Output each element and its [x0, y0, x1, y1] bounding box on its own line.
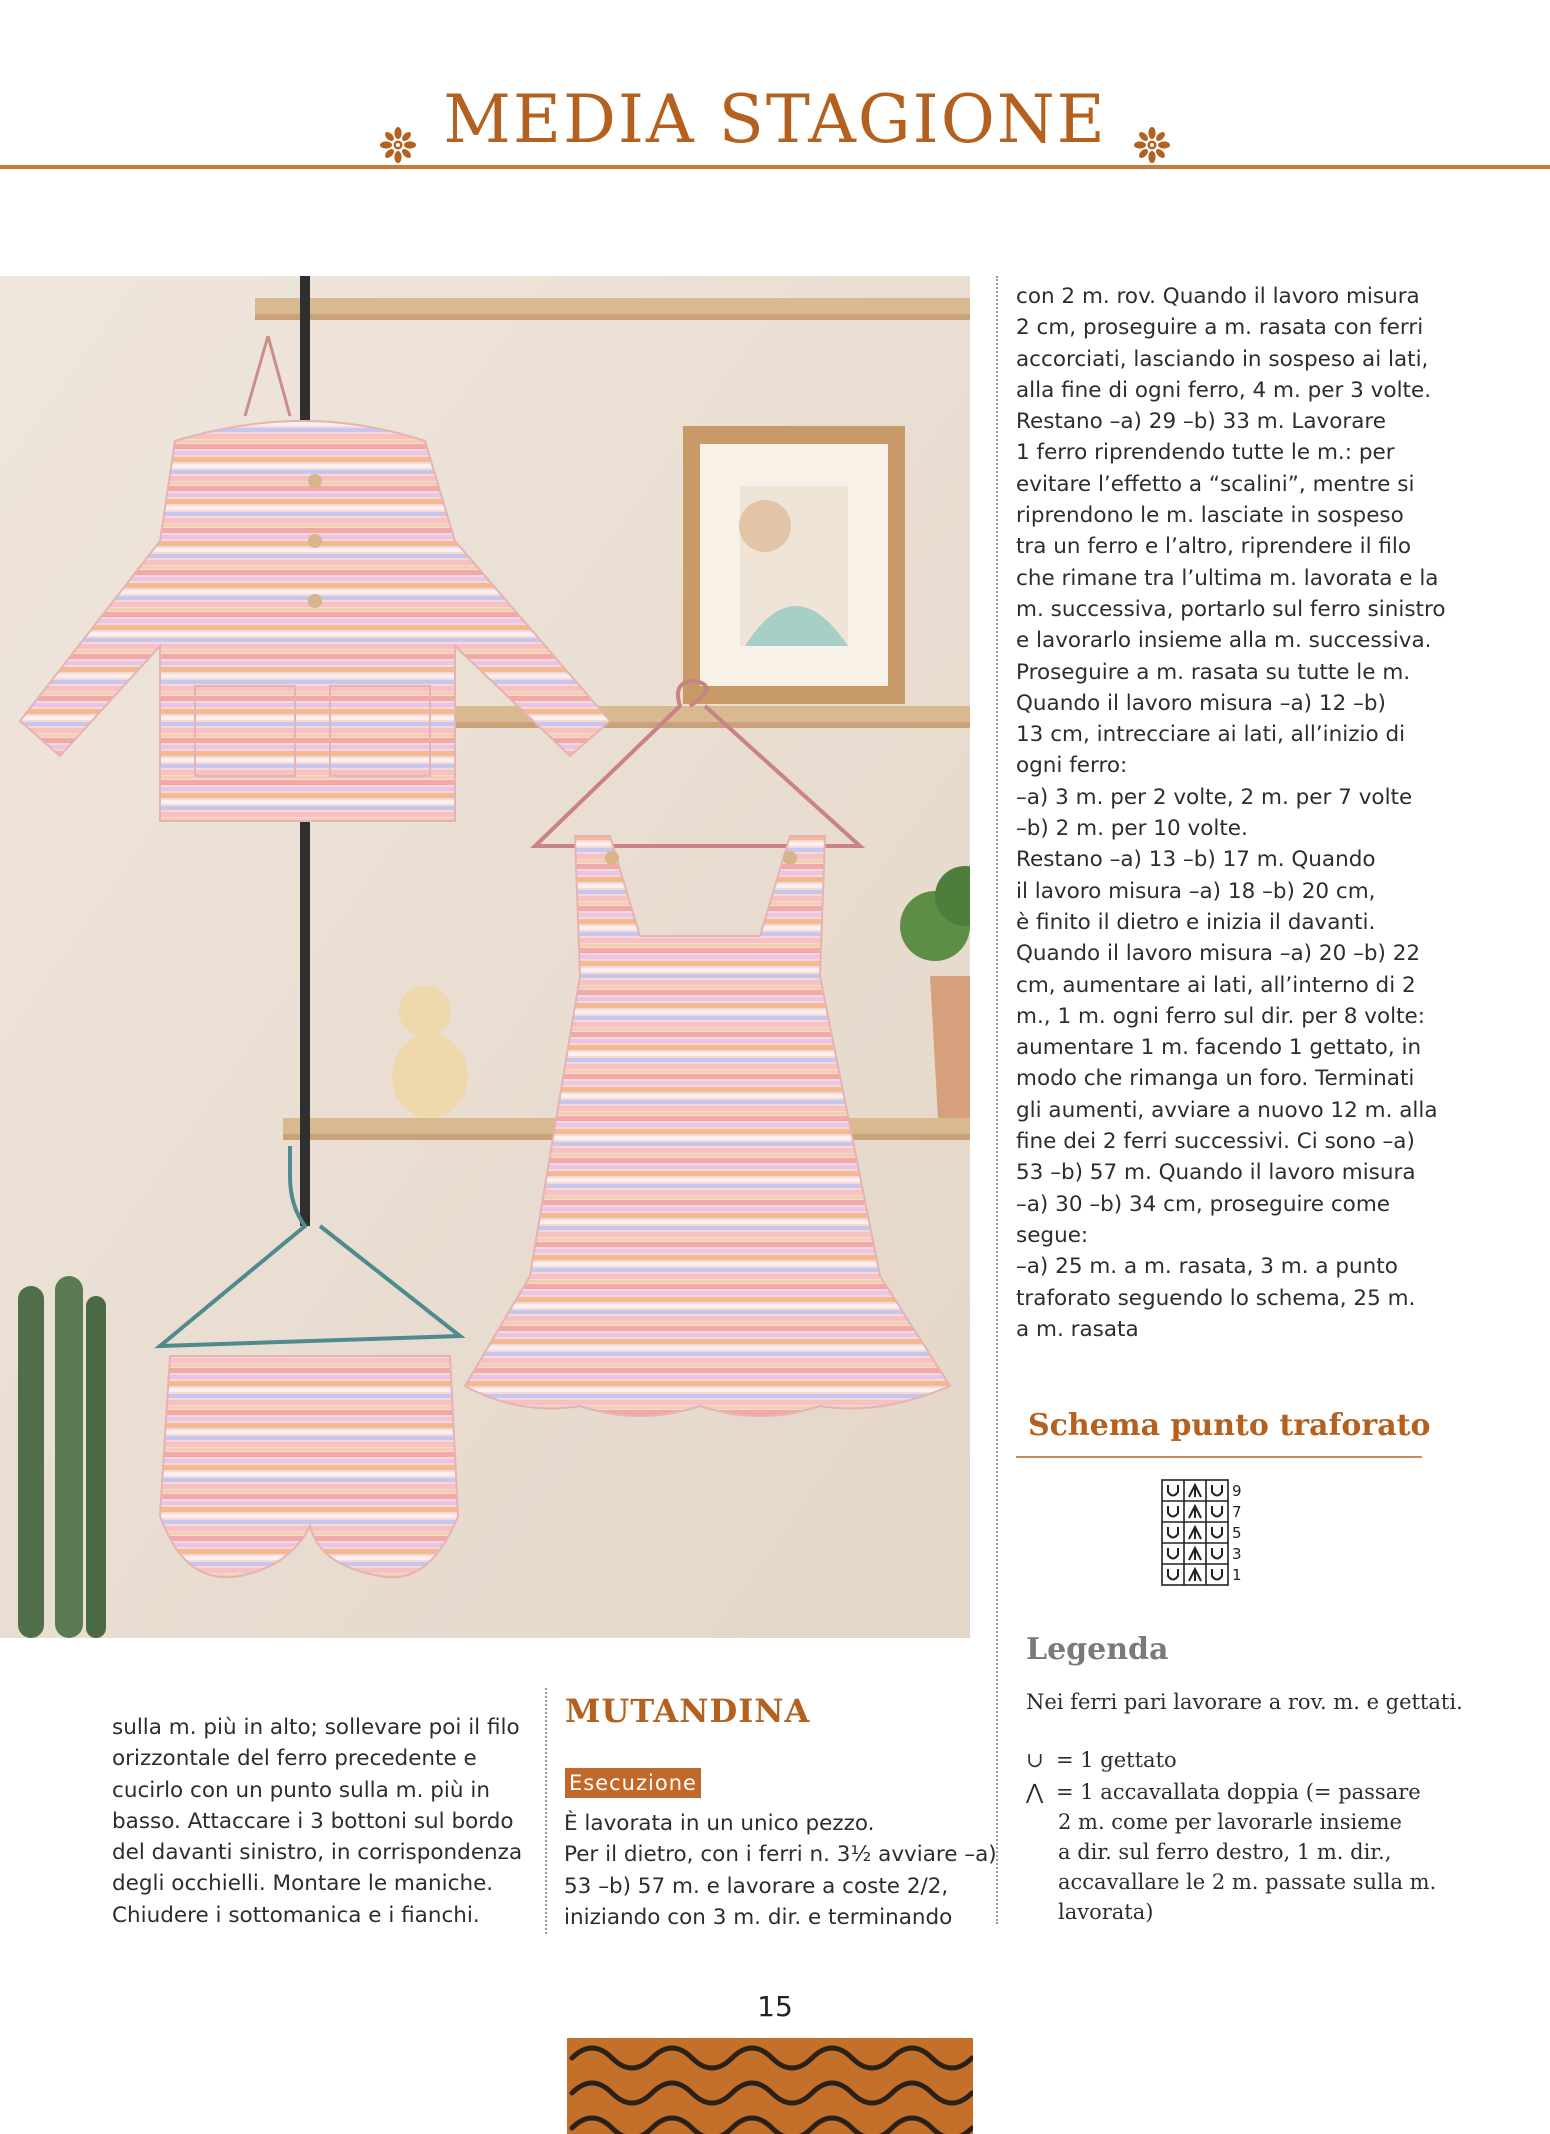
text-line: Quando il lavoro misura –a) 20 –b) 22 [1016, 941, 1421, 967]
row-number: 1 [1232, 1566, 1242, 1584]
legend-line: accavallare le 2 m. passate sulla m. [1058, 1870, 1437, 1894]
text-line: È lavorata in un unico pezzo. [564, 1811, 875, 1836]
text-line: m., 1 m. ogni ferro sul dir. per 8 volte: [1016, 1003, 1426, 1029]
legend-item-double-decrease [1026, 1777, 1421, 1807]
schema-divider [1016, 1456, 1422, 1458]
text-line: Chiudere i sottomanica e i fianchi. [112, 1902, 480, 1928]
yarn-over-icon: ∪ [1026, 1748, 1044, 1772]
text-line: modo che rimanga un foro. Terminati [1016, 1066, 1415, 1092]
column-separator [996, 276, 998, 1924]
row-number: 3 [1232, 1545, 1242, 1563]
row-number: 7 [1232, 1503, 1242, 1521]
legend-line: 2 m. come per lavorarle insieme [1058, 1810, 1402, 1834]
text-line: accorciati, lasciando in sospeso ai lati, [1016, 346, 1429, 372]
text-line: fine dei 2 ferri successivi. Ci sono –a) [1016, 1129, 1415, 1155]
text-line: orizzontale del ferro precedente e [112, 1746, 477, 1772]
text-line: –a) 25 m. a m. rasata, 3 m. a punto [1016, 1254, 1398, 1280]
pattern-instructions-mutandina [564, 1808, 997, 1933]
text-line: traforato seguendo lo schema, 25 m. [1016, 1285, 1416, 1311]
legend-item-label: = 1 gettato [1056, 1748, 1177, 1772]
page-number: 15 [757, 1990, 793, 2023]
text-line: Proseguire a m. rasata su tutte le m. [1016, 659, 1411, 685]
text-line: segue: [1016, 1222, 1089, 1248]
flower-ornament-icon [379, 100, 417, 138]
text-line: cm, aumentare ai lati, all’interno di 2 [1016, 972, 1416, 998]
text-line: che rimane tra l’ultima m. lavorata e la [1016, 565, 1439, 591]
text-line: ogni ferro: [1016, 753, 1128, 779]
text-line: il lavoro misura –a) 18 –b) 20 cm, [1016, 878, 1376, 904]
text-line: degli occhielli. Montare le maniche. [112, 1871, 494, 1897]
text-line: 53 –b) 57 m. e lavorare a coste 2/2, [564, 1873, 949, 1899]
page-title: MEDIA STAGIONE [443, 81, 1107, 158]
text-line: 53 –b) 57 m. Quando il lavoro misura [1016, 1160, 1416, 1186]
text-line: Restano –a) 13 –b) 17 m. Quando [1016, 847, 1376, 873]
pattern-instructions-left [112, 1712, 532, 1931]
legend-title: Legenda [1026, 1632, 1169, 1667]
schema-title: Schema punto traforato [1028, 1408, 1431, 1443]
text-line: con 2 m. rov. Quando il lavoro misura [1016, 284, 1420, 309]
knit-texture-decoration [567, 2038, 973, 2134]
text-line: 13 cm, intrecciare ai lati, all’inizio di [1016, 722, 1406, 748]
text-line: riprendono le m. lasciate in sospeso [1016, 503, 1404, 529]
double-decrease-icon: ⋀ [1026, 1780, 1044, 1804]
knitted-baby-set-photo [0, 276, 970, 1638]
legend-note: Nei ferri pari lavorare a rov. m. e gettati. [1026, 1690, 1463, 1714]
text-line: Restano –a) 29 –b) 33 m. Lavorare [1016, 409, 1387, 435]
text-line: del davanti sinistro, in corrispondenza [112, 1840, 523, 1866]
flower-ornament-icon [1133, 100, 1171, 138]
text-line: sulla m. più in alto; sollevare poi il filo [112, 1715, 520, 1740]
column-separator [545, 1688, 547, 1934]
legend-item-yarn-over [1026, 1745, 1177, 1775]
text-line: Per il dietro, con i ferri n. 3½ avviare –a) [564, 1842, 997, 1868]
stitch-chart [1160, 1478, 1250, 1594]
legend-item-label: = 1 accavallata doppia (= passare [1056, 1780, 1421, 1804]
legend-line: a dir. sul ferro destro, 1 m. dir., [1058, 1840, 1392, 1864]
section-label-esecuzione: Esecuzione [565, 1768, 701, 1798]
text-line: m. successiva, portarlo sul ferro sinistro [1016, 596, 1446, 622]
text-line: 2 cm, proseguire a m. rasata con ferri [1016, 315, 1424, 341]
section-title-mutandina: MUTANDINA [565, 1692, 811, 1730]
text-line: tra un ferro e l’altro, riprendere il filo [1016, 534, 1412, 560]
text-line: evitare l’effetto a “scalini”, mentre si [1016, 471, 1415, 497]
text-line: basso. Attaccare i 3 bottoni sul bordo [112, 1808, 514, 1834]
text-line: è finito il dietro e inizia il davanti. [1016, 909, 1376, 935]
text-line: Quando il lavoro misura –a) 12 –b) [1016, 690, 1386, 716]
legend-item-continuation [1058, 1807, 1436, 1927]
pattern-instructions-right [1016, 281, 1526, 1345]
legend-line: lavorata) [1058, 1900, 1154, 1924]
row-number: 5 [1232, 1524, 1242, 1542]
text-line: iniziando con 3 m. dir. e terminando [564, 1904, 953, 1930]
text-line: a m. rasata [1016, 1316, 1139, 1342]
text-line: alla fine di ogni ferro, 4 m. per 3 volte. [1016, 377, 1432, 403]
page-header [0, 78, 1550, 162]
text-line: aumentare 1 m. facendo 1 gettato, in [1016, 1035, 1422, 1061]
text-line: gli aumenti, avviare a nuovo 12 m. alla [1016, 1097, 1438, 1123]
row-number: 9 [1232, 1482, 1242, 1500]
header-divider [0, 165, 1550, 169]
text-line: –a) 3 m. per 2 volte, 2 m. per 7 volte [1016, 784, 1413, 810]
text-line: –b) 2 m. per 10 volte. [1016, 816, 1248, 842]
text-line: –a) 30 –b) 34 cm, proseguire come [1016, 1191, 1391, 1217]
text-line: e lavorarlo insieme alla m. successiva. [1016, 628, 1432, 654]
text-line: 1 ferro riprendendo tutte le m.: per [1016, 440, 1395, 466]
text-line: cucirlo con un punto sulla m. più in [112, 1777, 490, 1803]
